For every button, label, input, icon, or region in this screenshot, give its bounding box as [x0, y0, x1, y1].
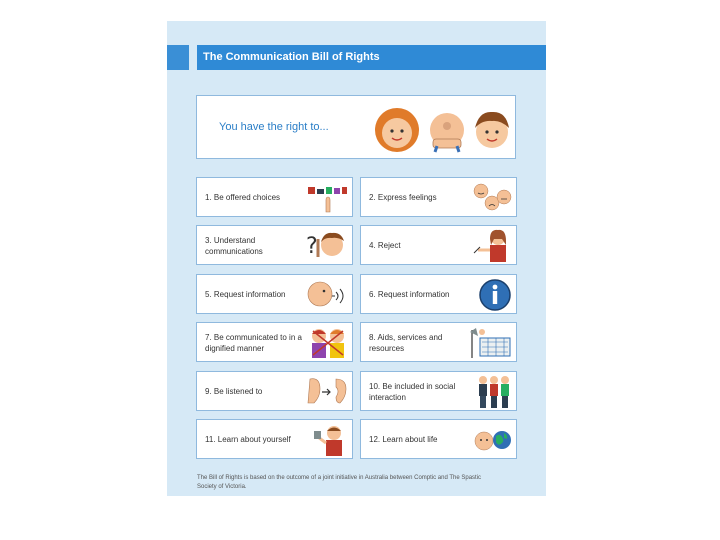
dignified-icon: [308, 326, 348, 360]
right-card-2: [360, 177, 517, 217]
reject-icon: [472, 229, 512, 263]
right-card-10: [360, 371, 517, 411]
right-label: 10. Be included in social interaction: [369, 382, 456, 402]
right-label: 11. Learn about yourself: [205, 435, 291, 444]
intro-faces-icon: [369, 102, 509, 154]
bill-of-rights-poster: [167, 21, 546, 496]
understand-icon: [304, 229, 348, 261]
footnote: The Bill of Rights is based on the outcome of a joint initiative in Australia between Comptic and The Spastic Society of Victoria.: [197, 475, 482, 490]
right-card-3: [196, 225, 353, 265]
intro-text: You have the right to...: [219, 121, 329, 133]
information-icon: [478, 278, 512, 312]
right-card-6: [360, 274, 517, 314]
right-label: 6. Request information: [369, 290, 450, 299]
right-card-4: [360, 225, 517, 265]
right-card-11: [196, 419, 353, 459]
right-label: 3. Understand communications: [205, 236, 263, 256]
speaking-head-icon: [304, 278, 348, 310]
right-label: 12. Learn about life: [369, 435, 438, 444]
header-accent-block: [167, 45, 189, 70]
right-card-12: [360, 419, 517, 459]
feelings-faces-icon: [472, 181, 512, 213]
intro-card: [196, 95, 516, 159]
social-icon: [476, 375, 512, 409]
right-label: 4. Reject: [369, 241, 401, 250]
right-label: 9. Be listened to: [205, 387, 263, 396]
ear-icon: [304, 375, 348, 407]
right-label: 2. Express feelings: [369, 193, 437, 202]
choices-icon: [306, 181, 348, 213]
right-card-5: [196, 274, 353, 314]
self-icon: [312, 423, 348, 457]
page-title: The Communication Bill of Rights: [203, 51, 380, 63]
right-label: 5. Request information: [205, 290, 286, 299]
life-globe-icon: [474, 423, 512, 455]
right-card-9: [196, 371, 353, 411]
right-card-1: [196, 177, 353, 217]
right-card-8: [360, 322, 517, 362]
aids-icon: [468, 326, 512, 360]
svg-text:?: ?: [306, 234, 318, 259]
header-bar: [197, 45, 546, 70]
right-card-7: [196, 322, 353, 362]
right-label: 8. Aids, services and resources: [369, 333, 443, 353]
right-label: 7. Be communicated to in a dignified manner: [205, 333, 302, 353]
right-label: 1. Be offered choices: [205, 193, 281, 202]
